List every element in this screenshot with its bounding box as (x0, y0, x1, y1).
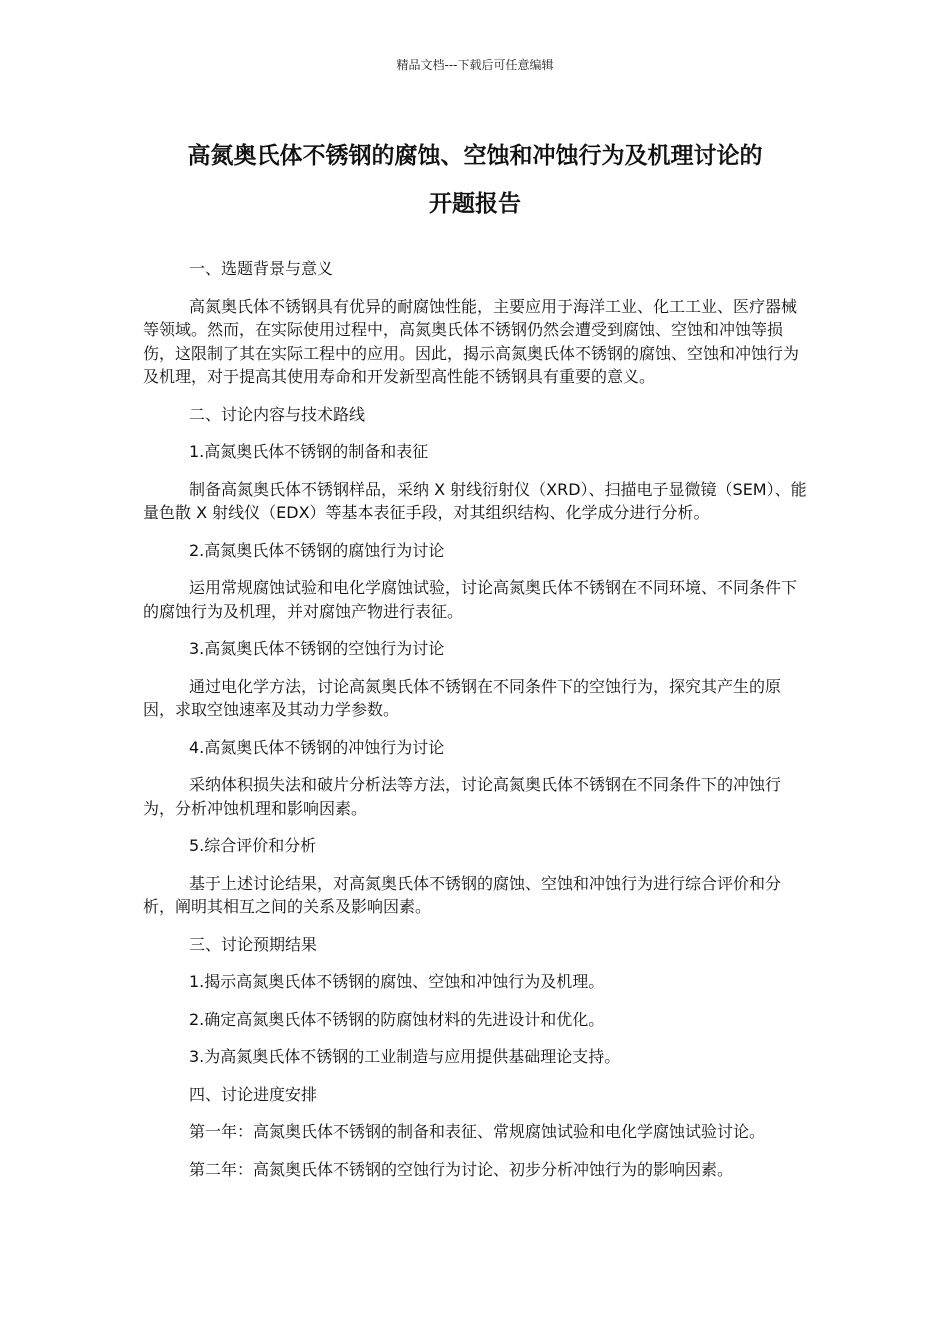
subsection-1-title: 1.高氮奥氏体不锈钢的制备和表征 (189, 442, 429, 461)
subsection-5-body: 基于上述讨论结果，对高氮奥氏体不锈钢的腐蚀、空蚀和冲蚀行为进行综合评价和分析，阐明其相互之间的关系及影响因素。 (143, 873, 782, 916)
document-body (143, 257, 807, 1195)
title-line-1: 高氮奥氏体不锈钢的腐蚀、空蚀和冲蚀行为及机理讨论的 (187, 143, 763, 169)
subsection-2-body: 运用常规腐蚀试验和电化学腐蚀试验，讨论高氮奥氏体不锈钢在不同环境、不同条件下的腐蚀行为及机理，并对腐蚀产物进行表征。 (143, 578, 798, 621)
subsection-3-title: 3.高氮奥氏体不锈钢的空蚀行为讨论 (189, 639, 445, 658)
document-title (143, 132, 807, 228)
page-header: 精品文档---下载后可任意编辑 (396, 58, 554, 72)
section-4-heading: 四、讨论进度安排 (189, 1084, 318, 1104)
expected-result-3: 3.为高氮奥氏体不锈钢的工业制造与应用提供基础理论支持。 (189, 1047, 621, 1066)
section-3-heading: 三、讨论预期结果 (189, 934, 318, 954)
expected-result-2: 2.确定高氮奥氏体不锈钢的防腐蚀材料的先进设计和优化。 (189, 1009, 605, 1029)
section-1-body: 高氮奥氏体不锈钢具有优异的耐腐蚀性能，主要应用于海洋工业、化工工业、医疗器械等领域。然而，在实际使用过程中，高氮奥氏体不锈钢仍然会遭受到腐蚀、空蚀和冲蚀等损伤，这限制了其在实际工程中的应用。因此，揭示高氮奥氏体不锈钢的腐蚀、空蚀和冲蚀行为及机理，对于提高其使用寿命和开发新型高性能不锈钢具有重要的意义。 (143, 296, 800, 386)
expected-result-1: 1.揭示高氮奥氏体不锈钢的腐蚀、空蚀和冲蚀行为及机理。 (189, 972, 605, 991)
schedule-year-1: 第一年：高氮奥氏体不锈钢的制备和表征、常规腐蚀试验和电化学腐蚀试验讨论。 (189, 1122, 766, 1141)
subsection-3-body: 通过电化学方法，讨论高氮奥氏体不锈钢在不同条件下的空蚀行为，探究其产生的原因，求取空蚀速率及其动力学参数。 (143, 676, 782, 719)
title-line-2: 开题报告 (429, 191, 521, 217)
subsection-5-title: 5.综合评价和分析 (189, 836, 317, 855)
section-2-heading: 二、讨论内容与技术路线 (189, 404, 366, 424)
subsection-1-body: 制备高氮奥氏体不锈钢样品，采纳 X 射线衍射仪（XRD）、扫描电子显微镜（SEM）、能量色散 X 射线仪（EDX）等基本表征手段，对其组织结构、化学成分进行分析。 (143, 479, 807, 522)
subsection-4-title: 4.高氮奥氏体不锈钢的冲蚀行为讨论 (189, 737, 445, 757)
subsection-4-body: 采纳体积损失法和破片分析法等方法，讨论高氮奥氏体不锈钢在不同条件下的冲蚀行为，分析冲蚀机理和影响因素。 (143, 775, 782, 818)
section-1-heading: 一、选题背景与意义 (189, 259, 334, 278)
subsection-2-title: 2.高氮奥氏体不锈钢的腐蚀行为讨论 (189, 540, 445, 560)
schedule-year-2: 第二年：高氮奥氏体不锈钢的空蚀行为讨论、初步分析冲蚀行为的影响因素。 (189, 1159, 734, 1179)
